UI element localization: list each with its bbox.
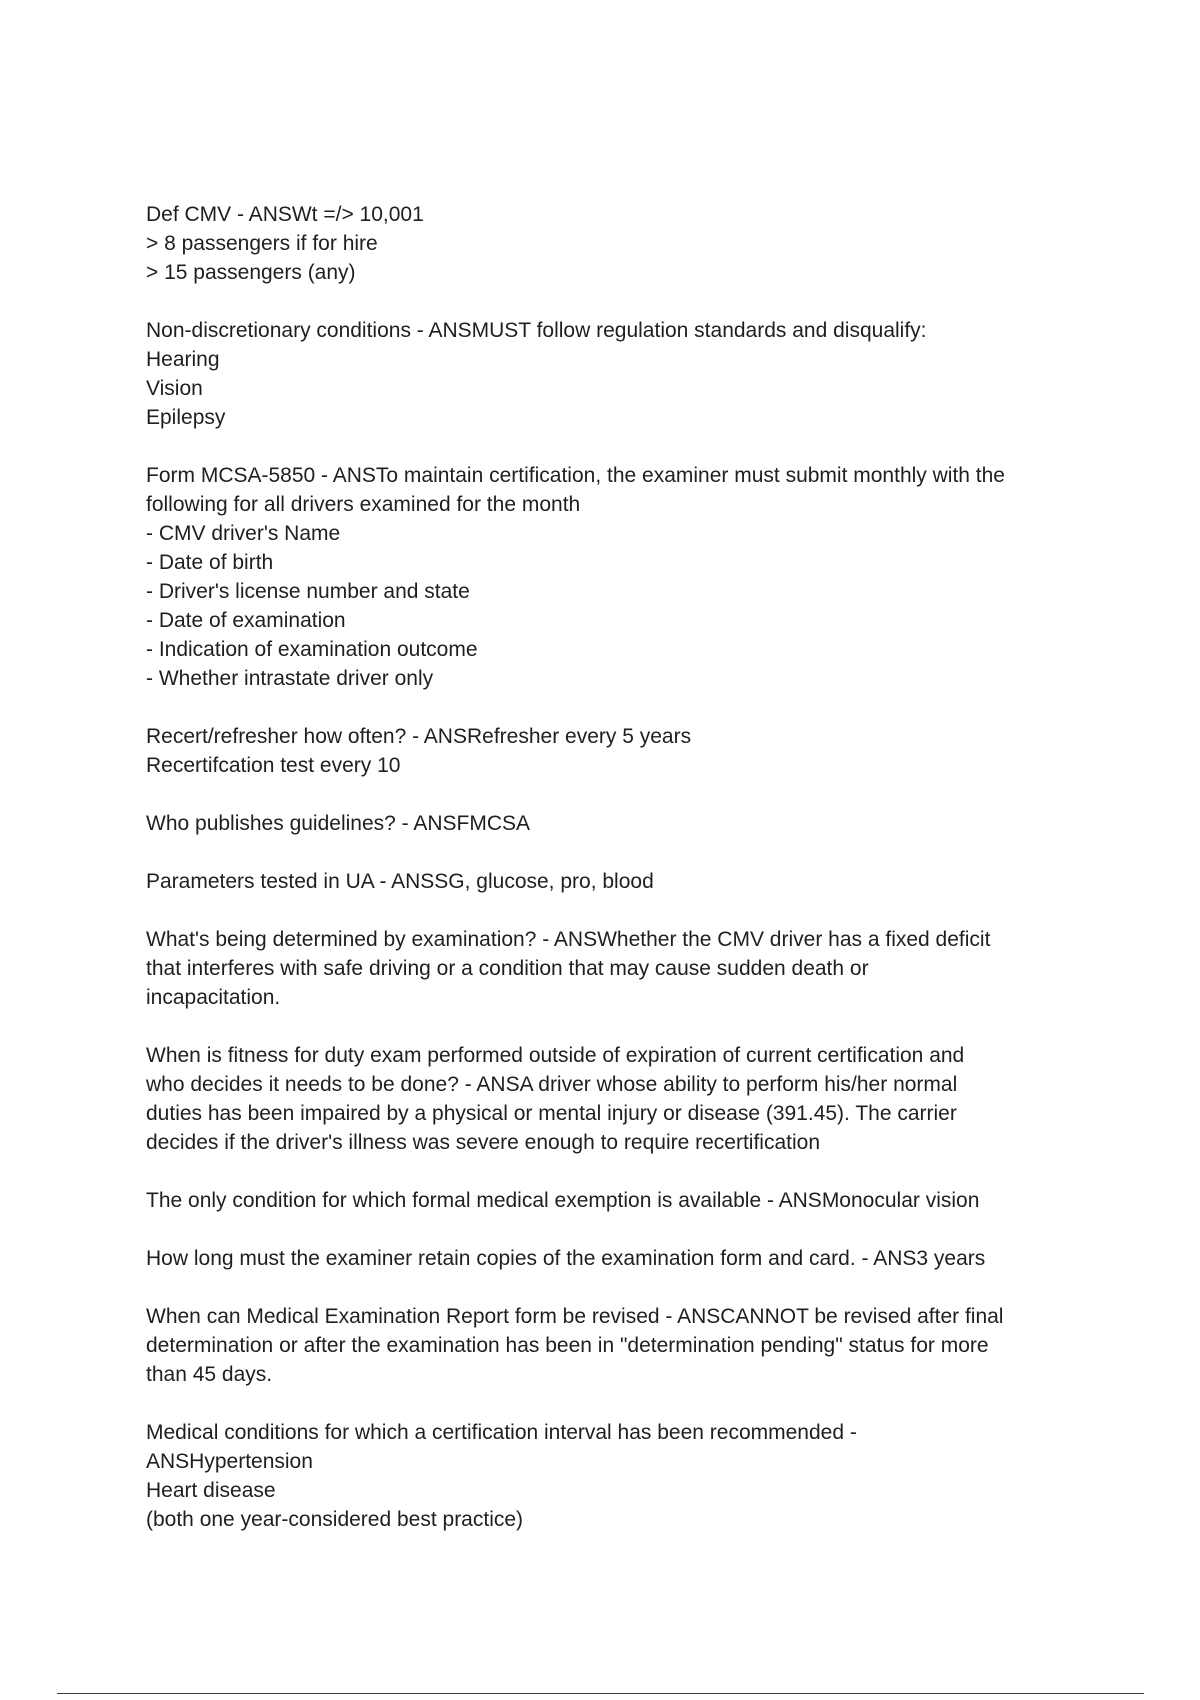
text-line: duties has been impaired by a physical or mental injury or disease (391.45). The carrier bbox=[146, 1102, 957, 1125]
text-line: - Indication of examination outcome bbox=[146, 638, 478, 661]
text-line: Recert/refresher how often? - ANSRefresher every 5 years bbox=[146, 725, 692, 748]
qa-block-cmv-definition bbox=[146, 200, 1076, 287]
qa-block-recert bbox=[146, 722, 1076, 780]
text-line: Heart disease bbox=[146, 1479, 276, 1502]
text-line: Who publishes guidelines? - ANSFMCSA bbox=[146, 812, 531, 835]
bottom-divider bbox=[57, 1693, 1144, 1694]
text-line: than 45 days. bbox=[146, 1363, 273, 1386]
qa-block-fitness-for-duty bbox=[146, 1041, 1076, 1157]
text-line: Parameters tested in UA - ANSSG, glucose, pro, blood bbox=[146, 870, 654, 893]
text-line: - Date of birth bbox=[146, 551, 274, 574]
text-line: Non-discretionary conditions - ANSMUST follow regulation standards and disqualify: bbox=[146, 319, 927, 342]
text-line: > 15 passengers (any) bbox=[146, 261, 356, 284]
qa-block-exam-determination bbox=[146, 925, 1076, 1012]
text-line: determination or after the examination has been in "determination pending" status for more bbox=[146, 1334, 989, 1357]
qa-block-guidelines bbox=[146, 809, 1076, 838]
text-line: What's being determined by examination? - ANSWhether the CMV driver has a fixed deficit bbox=[146, 928, 991, 951]
qa-block-certification-interval bbox=[146, 1418, 1076, 1534]
text-line: > 8 passengers if for hire bbox=[146, 232, 378, 255]
text-line: Vision bbox=[146, 377, 203, 400]
text-line: following for all drivers examined for the month bbox=[146, 493, 581, 516]
text-line: How long must the examiner retain copies of the examination form and card. - ANS3 years bbox=[146, 1247, 986, 1270]
text-line: When is fitness for duty exam performed outside of expiration of current certification and bbox=[146, 1044, 965, 1067]
text-line: The only condition for which formal medical exemption is available - ANSMonocular vision bbox=[146, 1189, 980, 1212]
qa-block-form-mcsa-5850 bbox=[146, 461, 1076, 693]
document-body bbox=[146, 200, 1076, 1563]
text-line: Recertifcation test every 10 bbox=[146, 754, 401, 777]
qa-block-ua-parameters bbox=[146, 867, 1076, 896]
qa-block-retention bbox=[146, 1244, 1076, 1273]
text-line: that interferes with safe driving or a condition that may cause sudden death or bbox=[146, 957, 869, 980]
text-line: - Whether intrastate driver only bbox=[146, 667, 434, 690]
text-line: Def CMV - ANSWt =/> 10,001 bbox=[146, 203, 424, 226]
qa-block-medical-exemption bbox=[146, 1186, 1076, 1215]
text-line: When can Medical Examination Report form be revised - ANSCANNOT be revised after final bbox=[146, 1305, 1004, 1328]
text-line: Epilepsy bbox=[146, 406, 226, 429]
text-line: who decides it needs to be done? - ANSA driver whose ability to perform his/her normal bbox=[146, 1073, 958, 1096]
text-line: Form MCSA-5850 - ANSTo maintain certification, the examiner must submit monthly with the bbox=[146, 464, 1005, 487]
qa-block-report-revision bbox=[146, 1302, 1076, 1389]
text-line: - Driver's license number and state bbox=[146, 580, 470, 603]
text-line: (both one year-considered best practice) bbox=[146, 1508, 524, 1531]
text-line: ANSHypertension bbox=[146, 1450, 313, 1473]
qa-block-non-discretionary bbox=[146, 316, 1076, 432]
text-line: Medical conditions for which a certification interval has been recommended - bbox=[146, 1421, 857, 1444]
text-line: - CMV driver's Name bbox=[146, 522, 341, 545]
text-line: - Date of examination bbox=[146, 609, 346, 632]
text-line: incapacitation. bbox=[146, 986, 281, 1009]
text-line: decides if the driver's illness was severe enough to require recertification bbox=[146, 1131, 821, 1154]
text-line: Hearing bbox=[146, 348, 220, 371]
